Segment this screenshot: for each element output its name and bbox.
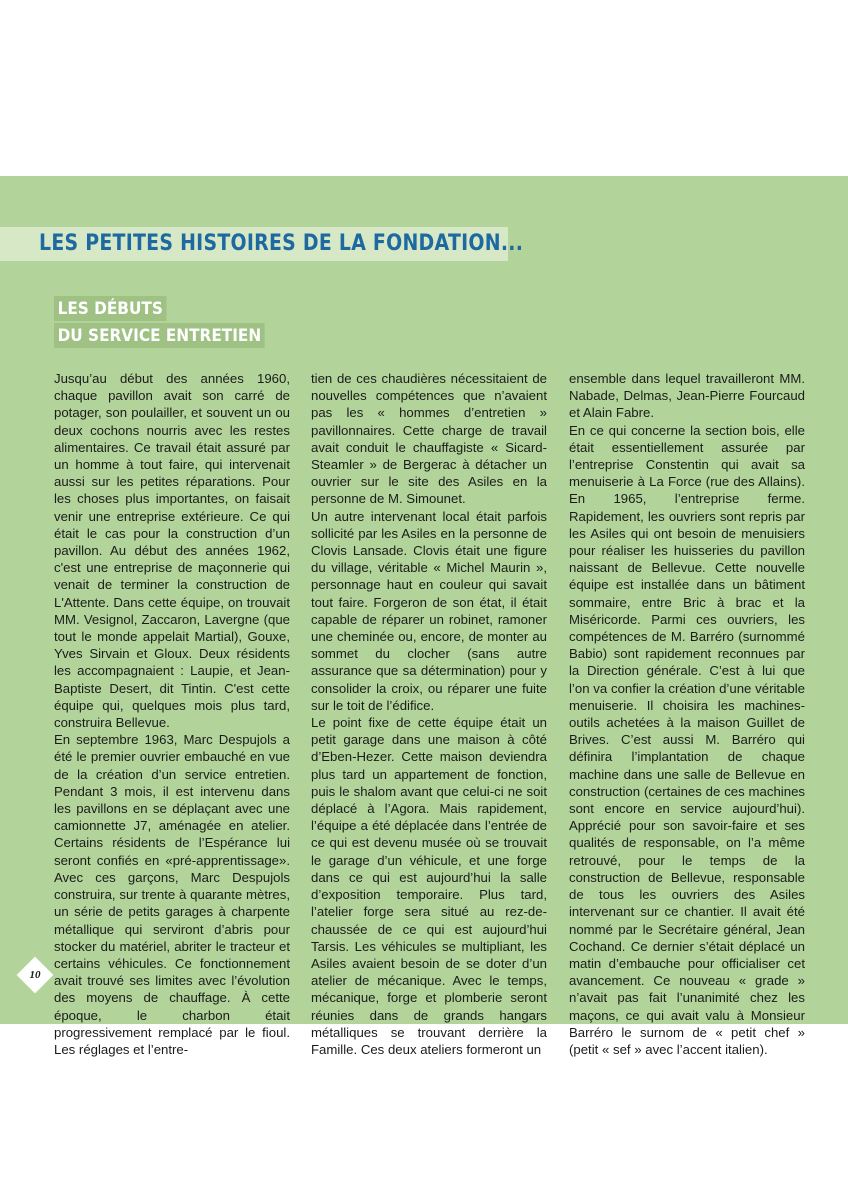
paragraph: tien de ces chaudières nécessitaient de nouvelles compétences que n’avaient pas les « hommes d’entretien » pavillonnaires. Cette charge de travail avait conduit le chauffagiste « Sicard-Steamler » de Bergerac à détacher un ouvrier sur le site des Asiles en la personne de M. Simounet. [311, 371, 547, 507]
page-title: LES PETITES HISTOIRES DE LA FONDATION... [39, 231, 524, 256]
paragraph: Le point fixe de cette équipe était un petit garage dans une maison à côté d’Eben-Hezer. Cette maison deviendra plus tard un appartement de fonction, puis le shalom avant que celui-ci ne soit déplacé à l’Agora. Mais rapidement, l’équipe a été déplacée dans l’entrée de ce qui est devenu musée où se trouvait le garage d’un véhicule, et une forge dans ce qui est aujourd’hui la salle d’exposition temporaire. Plus tard, l’atelier forge sera situé au rez-de-chaussée de ce qui est aujourd’hui Tarsis. Les véhicules se multipliant, les Asiles avaient besoin de se doter d’un atelier de mécanique. Avec le temps, mécanique, forge et plomberie seront réunies dans de grands hangars métalliques se trouvant derrière la Famille. Ces deux ateliers formeront un [311, 715, 547, 1057]
paragraph: En septembre 1963, Marc Despujols a été le premier ouvrier embauché en vue de la création d’un service entretien. Pendant 3 mois, il est intervenu dans les pavillons en se déplaçant avec une camionnette J7, aménagée en atelier. Certains résidents de l’Espérance lui seront confiés en «pré-apprentissage». Avec ces garçons, Marc Despujols construira, sur trente à quarante mètres, un série de petits garages à charpente métallique qui serviront d’abris pour stocker du matériel, abriter le tracteur et certains véhicules. Ce fonctionnement avait trouvé ses limites avec l’évolution des moyens de chauffage. À cette époque, le charbon était progressivement remplacé par le fioul. Les réglages et l’entre- [54, 732, 290, 1057]
subtitle-line-2: DU SERVICE ENTRETIEN [54, 323, 265, 348]
paragraph: En ce qui concerne la section bois, elle était essentiellement assurée par l’entreprise Constentin qui avait sa menuiserie à La Force (rue des Allains). En 1965, l’entreprise ferme. Rapidement, les ouvriers sont repris par les Asiles qui ont besoin de menuisiers pour réaliser les huisseries du pavillon naissant de Bellevue. Cette nouvelle équipe est installée dans un bâtiment sommaire, entre Bric à brac et la Miséricorde. Parmi ces ouvriers, les compétences de M. Barréro (surnommé Babio) sont rapidement reconnues par la Direction générale. C’est à lui que l’on va confier la création d’une véritable menuiserie. Il choisira les machines-outils achetées à la maison Guillet de Brives. C’est aussi M. Barréro qui définira l’implantation de chaque machine dans une salle de Bellevue en construction (certaines de ces machines sont encore en service aujourd’hui). Apprécié pour son savoir-faire et ses qualités de responsable, on l’a même retrouvé, pour le temps de la construction de Bellevue, responsable de tous les ouvriers des Asiles intervenant sur ce chantier. Il avait été nommé par le Secrétaire général, Jean Cochand. Ce dernier s’était déplacé un matin d’embauche pour officialiser cet avancement. Ce nouveau « grade » n’avait pas fait l’unanimité chez les maçons, ce qui avait valu à Monsieur Barréro le surnom de « petit chef » (petit « sef » avec l’accent italien). [569, 422, 805, 1057]
text-column-2 [311, 370, 547, 1058]
subtitle-line-1: LES DÉBUTS [54, 296, 166, 321]
text-column-3 [569, 370, 805, 1058]
paragraph: Un autre intervenant local était parfois sollicité par les Asiles en la personne de Clovis Lansade. Clovis était une figure du village, véritable « Michel Maurin », personnage haut en couleur qui savait tout faire. Forgeron de son état, il était capable de réparer un robinet, ramoner une cheminée ou, encore, de monter au sommet du clocher (sans autre assurance que sa détermination) pour y consolider la croix, ou réparer une fuite sur le toit de l’édifice. [311, 508, 547, 713]
text-column-1 [54, 370, 290, 1058]
section-subtitle [54, 296, 288, 350]
paragraph: ensemble dans lequel travailleront MM. Nabade, Delmas, Jean-Pierre Fourcaud et Alain Fabre. [569, 371, 805, 421]
page-number: 10 [29, 969, 41, 981]
paragraph: Jusqu’au début des années 1960, chaque pavillon avait son carré de potager, son poulailler, et souvent un ou deux cochons nourris avec les restes alimentaires. Ce travail était assuré par un homme à tout faire, qui intervenait aussi sur les petites réparations. Pour les choses plus importantes, on faisait venir une entreprise extérieure. Ce qui était le cas pour la construction d’un pavillon. Au début des années 1962, c'est une entreprise de maçonnerie qui venait de terminer la construction de L'Attente. Dans cette équipe, on trouvait MM. Vesignol, Zaccaron, Lavergne (que tout le monde appelait Martial), Gouxe, Yves Sirvain et Gloux. Deux résidents les accompagnaient : Laupie, et Jean-Baptiste Desert, dit Tintin. C'est cette équipe qui, quelques mois plus tard, construira Bellevue. [54, 371, 290, 731]
